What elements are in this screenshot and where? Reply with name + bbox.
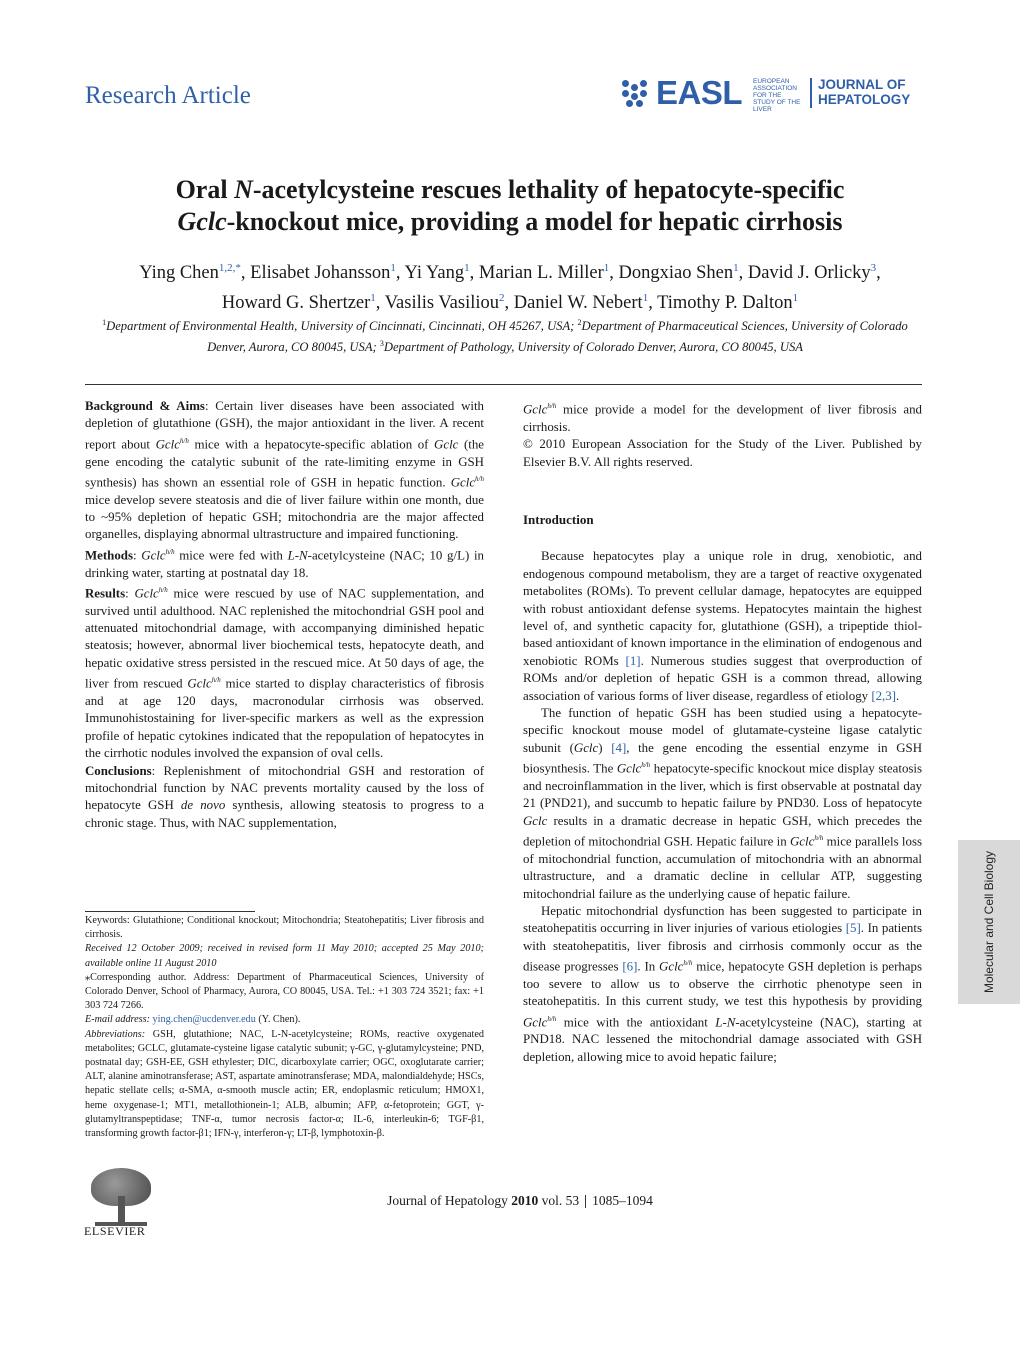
abstract-column [85,398,484,832]
corresponding-author: ⁎Corresponding author. Address: Department of Pharmaceutical Sciences, University of Colorado Denver, School of Pharmacy, Aurora, CO 80045, USA. Tel.: +1 303 724 3521; fax: +1 303 724 7266. [85,971,484,1012]
citation-link[interactable]: [4] [611,740,627,755]
received-dates: Received 12 October 2009; received in revised form 11 May 2010; accepted 25 May 2010; available online 11 August 2010 [85,943,484,969]
footnote-divider [85,911,255,912]
abbreviations: Abbreviations: GSH, glutathione; NAC, L-N-acetylcysteine; ROMs, reactive oxygenated metabolites; GCLC, glutamate-cysteine ligase catalytic subunit; γ-GC, γ-glutamylcysteine; PND, postnatal day; GSH-EE, GSH ethylester; DIC, dicarboxylate carrier; OGC, oxoglutarate carrier; ALT, alanine aminotransferase; AST, aspartate aminotransferase; MDA, malondialdehyde; HSCs, hepatic stellate cells; α-SMA, α-smooth muscle actin; ER, endoplasmic reticulum; HMOX1, heme oxygenase-1; MT1, metallothionein-1; ALB, albumin; AFP, α-fetoprotein; GGT, γ-glutamyltranspeptidase; TNF-α, tumor necrosis factor-α; IL-6, interleukin-6; TGF-β1, transforming growth factor-β1; IFN-γ, interferon-γ; LT-β, lymphotoxin-β. [85,1028,484,1140]
intro-paragraph-2: The function of hepatic GSH has been studied using a hepatocyte-specific knockout mouse model of glutamate-cysteine ligase catalytic subunit (Gclc) [4], the gene encoding the essential enzyme in GSH biosynthesis. The Gclc$^{h/h}$ hepatocyte-specific knockout mice display steatosis and necroinflammation in the liver, which is first observable at postnatal day 21 (PND21), and succumb to hepatic failure by PND30. Loss of hepatocyte Gclc results in a dramatic decrease in hepatic GSH, which precedes the depletion of mitochondrial GSH. Hepatic failure in Gclc$^{h/h}$ mice parallels loss of mitochondrial function, accumulation of mitochondria with an abnormal ultrastructure, and a dramatic decline in cellular ATP, suggesting mitochondrial failure as the underlying cause of hepatic failure. [523,705,923,901]
author-list: Ying Chen$^{1,2,*}$, Elisabet Johansson$^1$, Yi Yang$^1$, Marian L. Miller$^1$, Dongxiao Shen$^1$, David J. Orlicky$^3$, Howard G. Shertzer$^1$, Vasilis Vasiliou$^2$, Daniel W. Nebert$^1$, Timothy P. Dalton$^1$ [139,262,881,314]
easl-dots-icon [620,80,656,108]
author: Howard G. Shertzer [221,293,371,314]
section-heading-introduction: Introduction [523,511,594,527]
side-tab-label: Molecular and Cell Biology [982,850,996,994]
article-title: Oral N-acetylcysteine rescues lethality of hepatocyte-specific Gclc-knockout mice, providing a model for hepatic cirrhosis [175,175,845,236]
copyright: © 2010 European Association for the Study of the Liver. Published by Elsevier B.V. All rights reserved. [523,437,922,469]
journal-name [818,77,910,107]
article-type-label: Research Article [85,82,251,109]
author: Dongxiao Shen [618,263,734,284]
intro-paragraph-1: Because hepatocytes play a unique role in drug, xenobiotic, and endogenous compound metabolism, they are a target of reactive oxygenated metabolites (ROMs). To prevent cellular damage, hepatocytes are equipped with robust antioxidant defense systems. Hepatocytes maintain the highest level of, and synthetic capacity for, glutathione (GSH), a tripeptide thiol-based antioxidant of known importance in the elimination of endogenous and xenobiotic ROMs [1]. Numerous studies suggest that overproduction of ROMs and/or depletion of hepatic GSH is a common thread, allowing association of various forms of liver disease, regardless of etiology [2,3]. [523,549,923,703]
logo-divider [810,78,812,108]
email-link[interactable]: ying.chen@ucdenver.edu [152,1014,256,1026]
author: Timothy P. Dalton [657,293,793,314]
author: Elisabet Johansson [250,263,391,284]
body-column [523,398,922,1066]
abstract-background: Background & Aims: Certain liver diseases have been associated with depletion of glutathione (GSH), the major antioxidant in the liver. A recent report about Gclc$^{h/h}$ mice with a hepatocyte-specific ablation of Gclc (the gene encoding the catalytic subunit of the rate-limiting enzyme in GSH synthesis) has shown an essential role of GSH in hepatic function. Gclc$^{h/h}$ mice develop severe steatosis and die of liver failure within one month, due to ~95% depletion of hepatic GSH; mitochondria are the major affected organelles, displaying abnormal ultrastructure and impaired functioning. [85,399,485,542]
journal-name-line1: JOURNAL OF [818,77,906,92]
journal-citation-footer: Journal of Hepatology 2010 vol. 53 1085–1094 [387,1193,653,1208]
publisher-name: ELSEVIER [84,1224,146,1238]
abstract-methods: Methods: Gclc$^{h/h}$ mice were fed with L-N-acetylcysteine (NAC; 10 g/L) in drinking water, starting at postnatal day 18. [85,547,484,580]
author: Ying Chen [139,263,219,284]
section-side-tab [958,840,1020,1004]
easl-association-text: EUROPEAN ASSOCIATION FOR THE STUDY OF THE LIVER [753,78,801,113]
abstract-conclusions: Conclusions: Replenishment of mitochondrial GSH and restoration of mitochondrial function by NAC prevents mortality caused by the loss of hepatocyte GSH de novo synthesis, allowing steatosis to progress to a chronic stage. Thus, with NAC supplementation, [85,763,484,830]
abstract-conclusions-continued: Gclc$^{h/h}$ mice provide a model for the development of liver fibrosis and cirrhosis. [523,402,922,434]
author: Marian L. Miller [478,263,604,284]
citation-link[interactable]: [1] [625,653,641,668]
citation-link[interactable]: [2,3] [871,688,897,703]
author: Vasilis Vasiliou [384,293,499,314]
email-line: E-mail address: ying.chen@ucdenver.edu (Y. Chen). [85,1014,301,1026]
abstract-results: Results: Gclc$^{h/h}$ mice were rescued by use of NAC supplementation, and survived until adulthood. NAC replenished the mitochondrial GSH pool and attenuated mitochondrial damage, with accompanying diminished hepatic steatosis; however, abnormal liver biochemical tests, hepatocyte death, and hepatic oxidative stress persisted in the rescued mice. At 50 days of age, the liver from rescued Gclc$^{h/h}$ mice started to display characteristics of fibrosis and at age 120 days, macronodular cirrhosis was observed. Immunohistostaining for liver-specific markers as well as the expression profile of hepatic cytokines indicated that the repopulation of hepatocytes in the cirrhotic nodules involved the expansion of oval cells. [85,585,484,761]
author: Yi Yang [404,263,465,284]
footnotes [85,914,484,1141]
citation-link[interactable]: [5] [845,921,861,936]
journal-name-line2: HEPATOLOGY [818,92,911,107]
citation-link[interactable]: [6] [622,959,638,974]
intro-paragraph-3: Hepatic mitochondrial dysfunction has been suggested to participate in steatohepatitis occurring in liver injuries of various etiologies [5]. In patients with steatohepatitis, liver fibrosis and cirrhosis commonly occur as the disease progresses [6]. In Gclc$^{h/h}$ mice, hepatocyte GSH depletion is perhaps too severe to allow us to observe the cirrhotic phenotype seen in steatohepatitis. In this current study, we test this hypothesis by providing Gclc$^{h/h}$ mice with the antioxidant L-N-acetylcysteine (NAC), starting at PND18. NAC lessened the mitochondrial damage associated with GSH depletion, allowing mice to avoid hepatic failure; [523,904,922,1064]
easl-journal-logo [620,74,930,114]
easl-wordmark: EASL [656,74,743,111]
affiliations: $^1$Department of Environmental Health, University of Cincinnati, Cincinnati, OH 45267, USA; $^2$Department of Pharmaceutical Sciences, University of Colorado Denver, Aurora, CO 80045, USA; $^3$Department of Pathology, University of Colorado Denver, Aurora, CO 80045, USA [102,318,908,355]
header-divider [85,384,922,385]
author: Daniel W. Nebert [513,293,643,314]
author: David J. Orlicky [747,263,871,284]
keywords: Keywords: Glutathione; Conditional knockout; Mitochondria; Steatohepatitis; Liver fibrosis and cirrhosis. [85,915,484,941]
